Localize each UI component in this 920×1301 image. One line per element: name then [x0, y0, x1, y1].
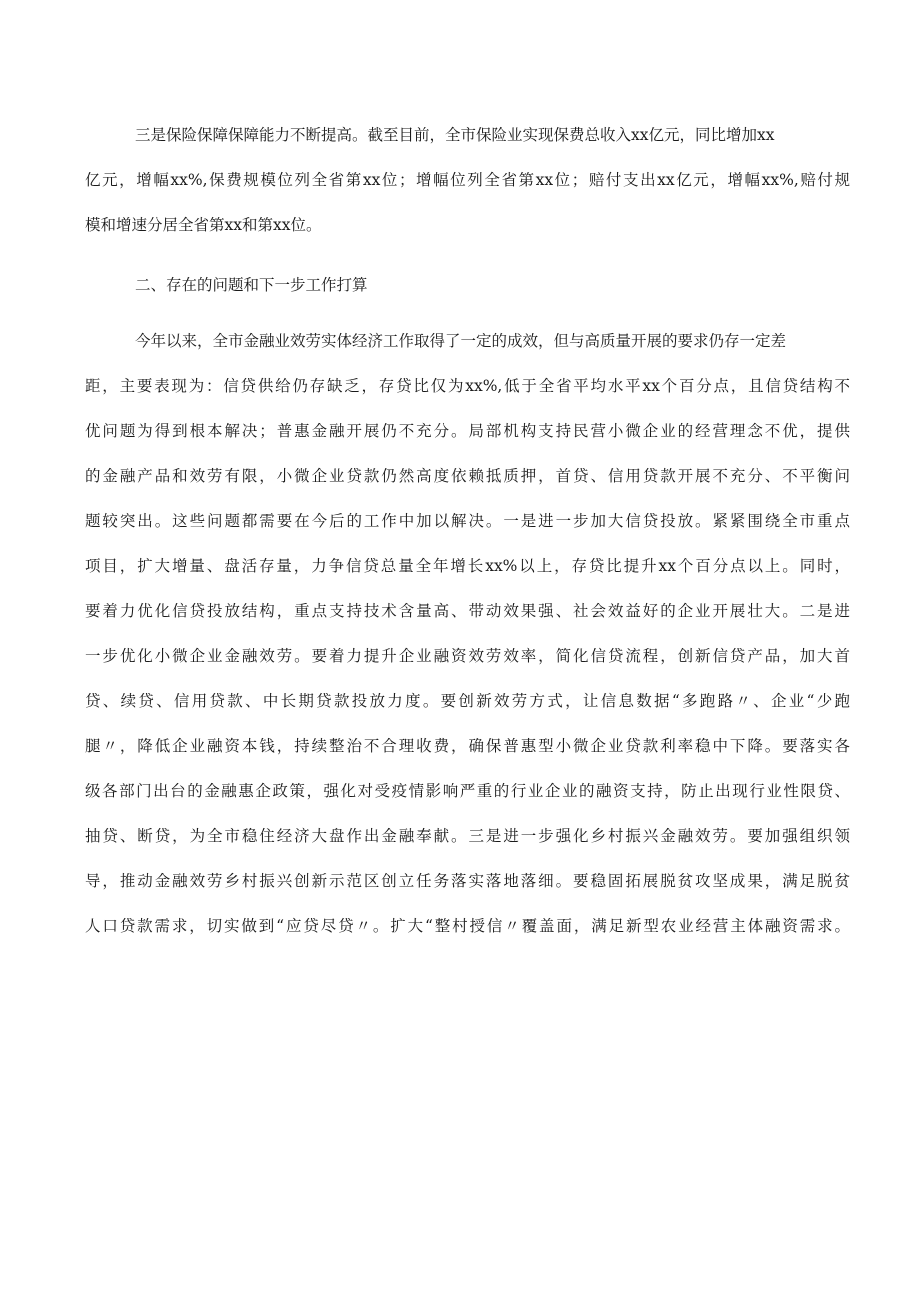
paragraph-line: 优问题为得到根本解决；普惠金融开展仍不充分。局部机构支持民营小微企业的经营理念不优，提供 [85, 422, 850, 440]
paragraph-line: 模和增速分居全省第xx和第xx位。 [85, 216, 322, 234]
paragraph-line: 要着力优化信贷投放结构，重点支持技术含量高、带动效果强、社会效益好的企业开展壮大。二是进 [85, 602, 850, 620]
paragraph-line: 项目，扩大增量、盘活存量，力争信贷总量全年增长xx%以上，存贷比提升xx个百分点以上。同时， [85, 557, 850, 575]
paragraph-line: 距，主要表现为：信贷供给仍存缺乏，存贷比仅为xx%,低于全省平均水平xx个百分点，且信贷结构不 [85, 377, 850, 395]
section-heading: 二、存在的问题和下一步工作打算 [135, 276, 368, 294]
paragraph-line: 亿元，增幅xx%,保费规模位列全省第xx位；增幅位列全省第xx位；赔付支出xx亿元，增幅xx%,赔付规 [85, 171, 850, 189]
paragraph-line: 三是保险保障保障能力不断提高。截至目前，全市保险业实现保费总收入xx亿元，同比增加xx [135, 126, 775, 144]
paragraph-line: 人口贷款需求，切实做到“应贷尽贷〃。扩大“整村授信〃覆盖面，满足新型农业经营主体融资需求。 [85, 917, 850, 935]
paragraph-line: 今年以来，全市金融业效劳实体经济工作取得了一定的成效，但与高质量开展的要求仍存一定差 [135, 332, 787, 350]
paragraph-line: 题较突出。这些问题都需要在今后的工作中加以解决。一是进一步加大信贷投放。紧紧围绕全市重点 [85, 512, 850, 530]
paragraph-line: 一步优化小微企业金融效劳。要着力提升企业融资效劳效率，简化信贷流程，创新信贷产品，加大首 [85, 647, 850, 665]
paragraph-line: 贷、续贷、信用贷款、中长期贷款投放力度。要创新效劳方式，让信息数据“多跑路〃、企业“少跑 [85, 692, 850, 710]
paragraph-line: 抽贷、断贷，为全市稳住经济大盘作出金融奉献。三是进一步强化乡村振兴金融效劳。要加强组织领 [85, 827, 850, 845]
paragraph-line: 级各部门出台的金融惠企政策，强化对受疫情影响严重的行业企业的融资支持，防止出现行业性限贷、 [85, 782, 850, 800]
paragraph-line: 腿〃，降低企业融资本钱，持续整治不合理收费，确保普惠型小微企业贷款利率稳中下降。要落实各 [85, 737, 850, 755]
paragraph-line: 导，推动金融效劳乡村振兴创新示范区创立任务落实落地落细。要稳固拓展脱贫攻坚成果，满足脱贫 [85, 872, 850, 890]
paragraph-line: 的金融产品和效劳有限，小微企业贷款仍然高度依赖抵质押，首贷、信用贷款开展不充分、不平衡问 [85, 467, 850, 485]
